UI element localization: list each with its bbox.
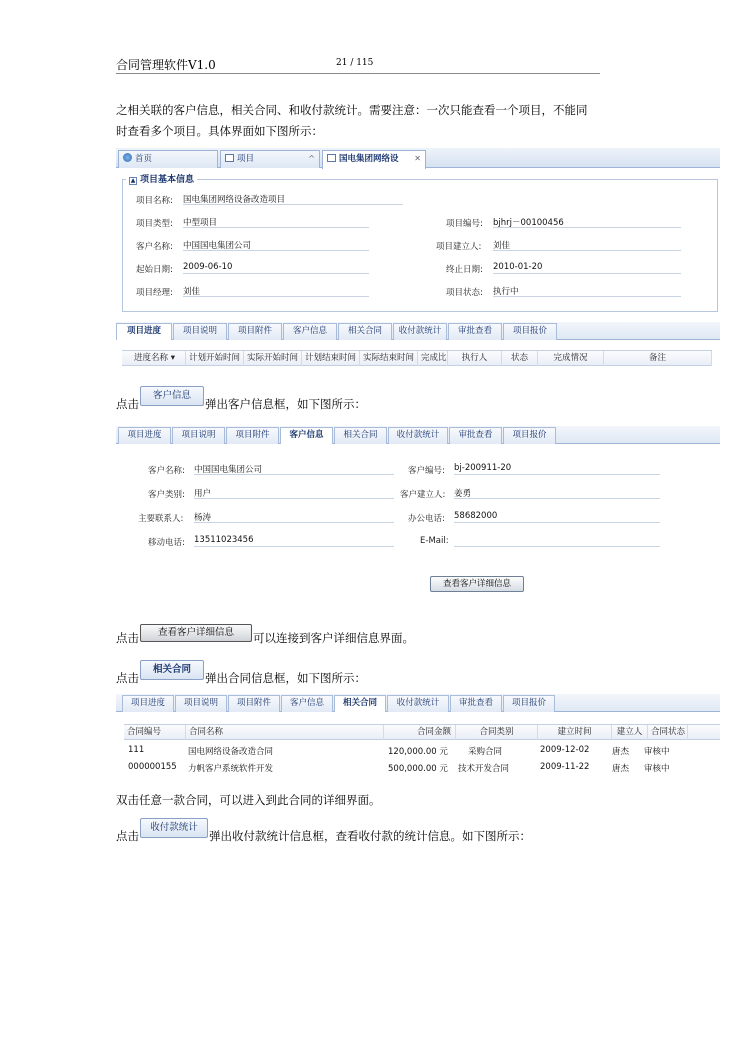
project-sub-tabs: [116, 322, 720, 340]
home-icon: [123, 153, 132, 162]
subtab-progress[interactable]: 项目进度: [118, 427, 171, 444]
column-header[interactable]: 实际结束时间: [360, 351, 418, 366]
customer-name-value: 中国国电集团公司: [194, 463, 394, 475]
project-status-label: 项目状态:: [446, 288, 483, 298]
mobile-label: 移动电话:: [148, 538, 185, 548]
close-icon[interactable]: ^: [308, 154, 315, 163]
text-popup-customer: 弹出客户信息框，如下图所示：: [205, 397, 366, 411]
project-creator-label: 项目建立人:: [436, 242, 482, 252]
view-customer-detail-inline-button[interactable]: 查看客户详细信息: [140, 624, 252, 642]
subtab-attachments[interactable]: 项目附件: [226, 427, 279, 444]
cell-status: 审核中: [644, 764, 670, 774]
customer-type-value: 用户: [194, 487, 394, 499]
subtab-related-contracts[interactable]: 相关合同: [338, 323, 392, 340]
collapse-icon[interactable]: ▲: [130, 177, 136, 184]
text-click: 点击: [116, 631, 139, 645]
project-info-screenshot: [116, 148, 720, 372]
cell-contract-no: 111: [128, 745, 145, 755]
contract-grid-header: [124, 724, 720, 740]
tab-project-label: 项目: [237, 154, 255, 164]
subtab-related-contracts[interactable]: 相关合同: [334, 695, 386, 712]
view-customer-detail-button[interactable]: 查看客户详细信息: [430, 576, 524, 592]
column-header-contract-no[interactable]: 合同编号: [124, 725, 186, 740]
subtab-quotation[interactable]: 项目报价: [503, 695, 555, 712]
cell-created: 2009-11-22: [540, 762, 590, 772]
text-popup-payment: 弹出收付款统计信息框，查看收付款的统计信息。如下图所示：: [209, 829, 531, 843]
subtab-related-contracts[interactable]: 相关合同: [334, 427, 387, 444]
paragraph-double-click: 双击任意一款合同，可以进入到此合同的详细界面。: [116, 793, 381, 807]
column-header-creator[interactable]: 建立人: [612, 725, 648, 740]
customer-type-label: 客户类别:: [148, 490, 185, 500]
text-click: 点击: [116, 671, 139, 685]
paragraph-intro-line1: 之相关联的客户信息，相关合同、和收付款统计。需要注意：一次只能查看一个项目，不能同: [116, 103, 588, 117]
page-number: 21 / 115: [336, 58, 374, 68]
subtab-approval[interactable]: 审批查看: [449, 427, 502, 444]
project-no-label: 项目编号:: [446, 219, 483, 229]
column-header[interactable]: 完成比: [418, 351, 448, 366]
start-date-label: 起始日期:: [136, 265, 173, 275]
subtab-customer-info[interactable]: 客户信息: [280, 427, 333, 444]
office-phone-label: 办公电话:: [408, 514, 445, 524]
customer-no-label: 客户编号:: [408, 466, 445, 476]
tab-project-detail-label: 国电集团网络设: [339, 154, 399, 164]
end-date-value: 2010-01-20: [493, 262, 681, 274]
subtab-description[interactable]: 项目说明: [173, 323, 227, 340]
main-contact-value: 杨涛: [194, 511, 394, 523]
subtab-description[interactable]: 项目说明: [172, 427, 225, 444]
subtab-customer-info[interactable]: 客户信息: [281, 695, 333, 712]
customer-info-screenshot: [116, 426, 720, 604]
contract-sub-tabs: [116, 694, 720, 712]
subtab-attachments[interactable]: 项目附件: [228, 323, 282, 340]
document-title: 合同管理软件V1.0: [116, 58, 216, 72]
tab-home[interactable]: [118, 150, 218, 168]
email-value: [454, 535, 660, 547]
column-header-created[interactable]: 建立时间: [538, 725, 612, 740]
fieldset-title-text: 项目基本信息: [140, 175, 195, 185]
customer-name-value: 中国国电集团公司: [183, 239, 369, 251]
related-contracts-screenshot: [116, 694, 720, 786]
customer-name-label: 客户名称:: [136, 242, 173, 252]
progress-grid-header: [122, 350, 712, 366]
mobile-value: 13511023456: [194, 535, 394, 547]
subtab-payment-stats[interactable]: 收付款统计: [387, 695, 449, 712]
tab-home-label: 首页: [135, 154, 153, 164]
main-contact-label: 主要联系人:: [138, 514, 184, 524]
cell-contract-name: 力帆客户系统软件开发: [188, 764, 274, 774]
customer-no-value: bj-200911-20: [454, 463, 660, 475]
project-no-value: bjhrj－00100456: [493, 216, 681, 228]
column-header[interactable]: 计划开始时间: [186, 351, 244, 366]
column-header-progress-name[interactable]: 进度名称 ▾: [122, 351, 186, 366]
customer-creator-value: 姜勇: [454, 487, 660, 499]
cell-creator: 唐杰: [612, 747, 630, 757]
close-icon[interactable]: ✕: [414, 154, 421, 163]
window-icon: [225, 154, 234, 162]
subtab-payment-stats[interactable]: 收付款统计: [393, 323, 447, 340]
cell-amount: 500,000.00 元: [388, 764, 448, 774]
subtab-payment-stats[interactable]: 收付款统计: [388, 427, 448, 444]
fieldset-title[interactable]: [126, 172, 197, 185]
project-name-value: 国电集团网络设备改造项目: [183, 193, 403, 205]
subtab-description[interactable]: 项目说明: [175, 695, 227, 712]
subtab-attachments[interactable]: 项目附件: [228, 695, 280, 712]
text-click: 点击: [116, 397, 139, 411]
project-manager-label: 项目经理:: [136, 288, 173, 298]
text-link-detail: 可以连接到客户详细信息界面。: [253, 631, 414, 645]
subtab-approval[interactable]: 审批查看: [450, 695, 502, 712]
tab-project-detail[interactable]: [322, 150, 426, 169]
start-date-value: 2009-06-10: [183, 262, 369, 274]
cell-amount: 120,000.00 元: [388, 747, 448, 757]
office-phone-value: 58682000: [454, 511, 660, 523]
column-header[interactable]: 执行人: [448, 351, 502, 366]
related-contracts-button[interactable]: 相关合同: [140, 660, 204, 680]
end-date-label: 终止日期:: [446, 265, 483, 275]
cell-status: 审核中: [644, 747, 670, 757]
column-header[interactable]: 实际开始时间: [244, 351, 302, 366]
subtab-customer-info[interactable]: 客户信息: [283, 323, 337, 340]
column-header[interactable]: 完成情况: [538, 351, 604, 366]
subtab-quotation[interactable]: 项目报价: [503, 427, 556, 444]
text-popup-contract: 弹出合同信息框，如下图所示：: [205, 671, 366, 685]
column-header-type[interactable]: 合同类别: [456, 725, 538, 740]
text-click: 点击: [116, 829, 139, 843]
cell-contract-name: 国电网络设备改造合同: [188, 747, 274, 757]
email-label: E-Mail:: [420, 536, 449, 546]
payment-stats-button[interactable]: 收付款统计: [140, 818, 208, 838]
column-header-amount[interactable]: 合同金额: [384, 725, 456, 740]
project-type-label: 项目类型:: [136, 219, 173, 229]
project-status-value: 执行中: [493, 285, 681, 297]
column-header[interactable]: 备注: [604, 351, 712, 366]
column-header[interactable]: 计划结束时间: [302, 351, 360, 366]
tab-project[interactable]: [220, 150, 320, 168]
cell-type: 采购合同: [468, 747, 503, 757]
customer-info-button[interactable]: 客户信息: [140, 386, 204, 406]
project-creator-value: 刘佳: [493, 239, 681, 251]
cell-type: 技术开发合同: [458, 764, 510, 774]
cell-creator: 唐杰: [612, 764, 630, 774]
subtab-progress[interactable]: 项目进度: [116, 323, 172, 340]
paragraph-intro-line2: 时查看多个项目。具体界面如下图所示：: [116, 124, 323, 138]
project-name-label: 项目名称:: [136, 196, 173, 206]
subtab-quotation[interactable]: 项目报价: [503, 323, 557, 340]
cell-contract-no: 000000155: [128, 762, 177, 772]
customer-sub-tabs: [116, 426, 720, 444]
page-header: [116, 54, 600, 74]
window-icon: [327, 154, 336, 162]
main-tab-strip: [116, 148, 720, 168]
customer-creator-label: 客户建立人:: [400, 490, 446, 500]
subtab-progress[interactable]: 项目进度: [122, 695, 174, 712]
project-manager-value: 刘佳: [183, 285, 369, 297]
column-header[interactable]: 状态: [502, 351, 538, 366]
cell-created: 2009-12-02: [540, 745, 590, 755]
column-header-status[interactable]: 合同状态: [648, 725, 688, 740]
customer-name-label: 客户名称:: [148, 466, 185, 476]
project-type-value: 中型项目: [183, 216, 369, 228]
subtab-approval[interactable]: 审批查看: [448, 323, 502, 340]
column-header-contract-name[interactable]: 合同名称: [186, 725, 384, 740]
